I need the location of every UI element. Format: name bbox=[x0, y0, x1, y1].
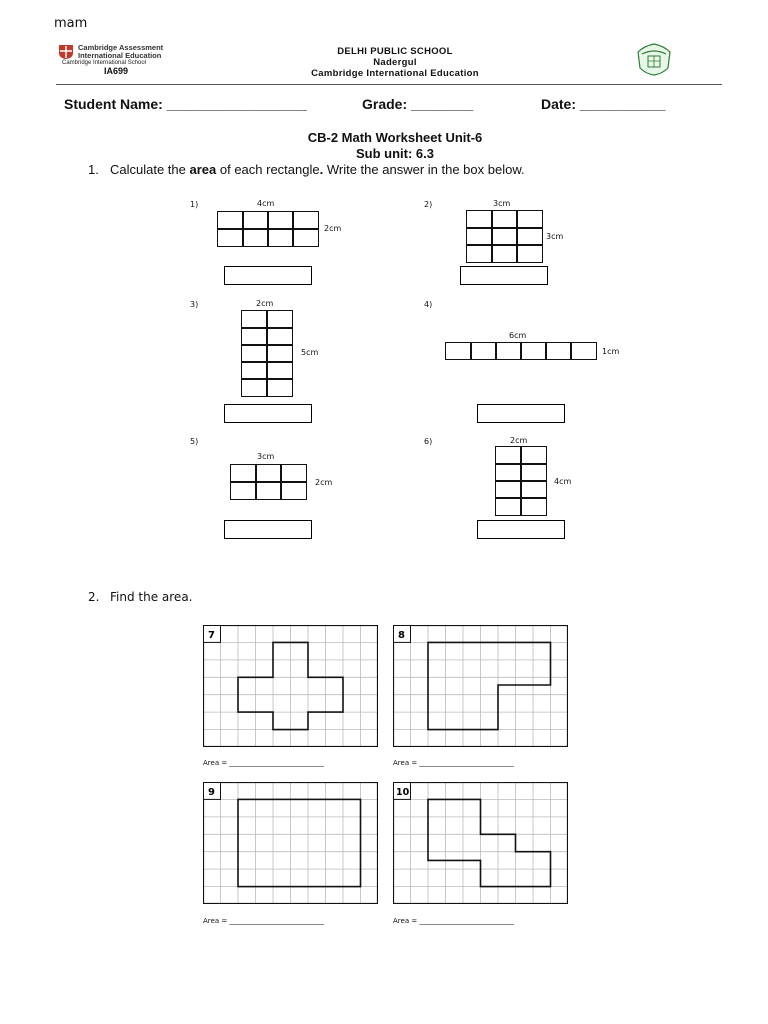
exercise-4-width: 6cm bbox=[509, 331, 527, 340]
exercise-5-width: 3cm bbox=[257, 452, 275, 461]
student-name-field: Student Name: __________________ bbox=[64, 96, 307, 112]
exercise-6-width: 2cm bbox=[510, 436, 528, 445]
exercise-2-width: 3cm bbox=[493, 199, 511, 208]
exercise-3-answer-box[interactable] bbox=[224, 404, 312, 423]
school-name: DELHI PUBLIC SCHOOL bbox=[337, 46, 453, 57]
exercise-5-label: 5) bbox=[190, 437, 199, 446]
school-emblem-icon bbox=[634, 42, 674, 76]
question-1: 1. Calculate the area of each rectangle. Write the answer in the box below. bbox=[88, 162, 525, 177]
worksheet-subunit: Sub unit: 6.3 bbox=[356, 146, 434, 161]
grid-problem-9 bbox=[203, 782, 378, 904]
grid-10-label: 10 bbox=[396, 787, 410, 798]
exercise-6-height: 4cm bbox=[554, 477, 572, 486]
cambridge-shield-icon bbox=[58, 44, 74, 60]
grid-problem-8 bbox=[393, 625, 568, 747]
exercise-2-height: 3cm bbox=[546, 232, 564, 241]
grid-9-area-label: Area = ___________________________ bbox=[203, 917, 324, 925]
exercise-4-label: 4) bbox=[424, 300, 433, 309]
exercise-3-height: 5cm bbox=[301, 348, 319, 357]
exercise-6-rectangle bbox=[496, 447, 546, 515]
exercise-2-label: 2) bbox=[424, 200, 433, 209]
cambridge-logo-text bbox=[78, 44, 163, 60]
question-2-text: Find the area. bbox=[110, 590, 193, 604]
exercise-2-answer-box[interactable] bbox=[460, 266, 548, 285]
grid-problem-7 bbox=[203, 625, 378, 747]
question-2 bbox=[88, 590, 192, 604]
question-1-number: 1. bbox=[88, 162, 99, 177]
exercise-3-rectangle bbox=[242, 311, 292, 396]
exercise-1-answer-box[interactable] bbox=[224, 266, 312, 285]
school-program: Cambridge International Education bbox=[311, 68, 479, 79]
question-2-number: 2. bbox=[88, 590, 100, 604]
exercise-1-width: 4cm bbox=[257, 199, 275, 208]
exercise-1-height: 2cm bbox=[324, 224, 342, 233]
grid-10-area-label: Area = ___________________________ bbox=[393, 917, 514, 925]
exercise-2-rectangle bbox=[467, 211, 542, 262]
exercise-5-rectangle bbox=[231, 465, 306, 499]
school-branch: Nadergul bbox=[373, 57, 417, 68]
grid-problem-10 bbox=[393, 782, 568, 904]
exercise-5-answer-box[interactable] bbox=[224, 520, 312, 539]
worksheet-title: CB-2 Math Worksheet Unit-6 bbox=[307, 130, 483, 145]
cambridge-line1: Cambridge Assessment bbox=[78, 43, 164, 52]
header-rule bbox=[56, 84, 722, 85]
cambridge-code: IA699 bbox=[104, 66, 129, 76]
school-header bbox=[250, 46, 540, 79]
exercise-1-label: 1) bbox=[190, 200, 199, 209]
exercise-4-answer-box[interactable] bbox=[477, 404, 565, 423]
date-field: Date: ___________ bbox=[541, 96, 666, 112]
exercise-4-rectangle bbox=[446, 343, 596, 359]
exercise-6-label: 6) bbox=[424, 437, 433, 446]
exercise-3-width: 2cm bbox=[256, 299, 274, 308]
exercise-1-rectangle bbox=[218, 212, 318, 246]
exercise-5-height: 2cm bbox=[315, 478, 333, 487]
cambridge-line2: International Education bbox=[78, 51, 162, 60]
grid-9-label: 9 bbox=[208, 787, 215, 798]
grade-field: Grade: ________ bbox=[362, 96, 474, 112]
top-note: mam bbox=[54, 16, 88, 31]
grid-8-area-label: Area = ___________________________ bbox=[393, 759, 514, 767]
grid-7-area-label: Area = ___________________________ bbox=[203, 759, 324, 767]
cambridge-sub: Cambridge International School bbox=[62, 60, 147, 66]
grid-8-label: 8 bbox=[398, 630, 405, 641]
grid-7-label: 7 bbox=[208, 630, 215, 641]
exercise-3-label: 3) bbox=[190, 300, 199, 309]
exercise-6-answer-box[interactable] bbox=[477, 520, 565, 539]
exercise-4-height: 1cm bbox=[602, 347, 620, 356]
